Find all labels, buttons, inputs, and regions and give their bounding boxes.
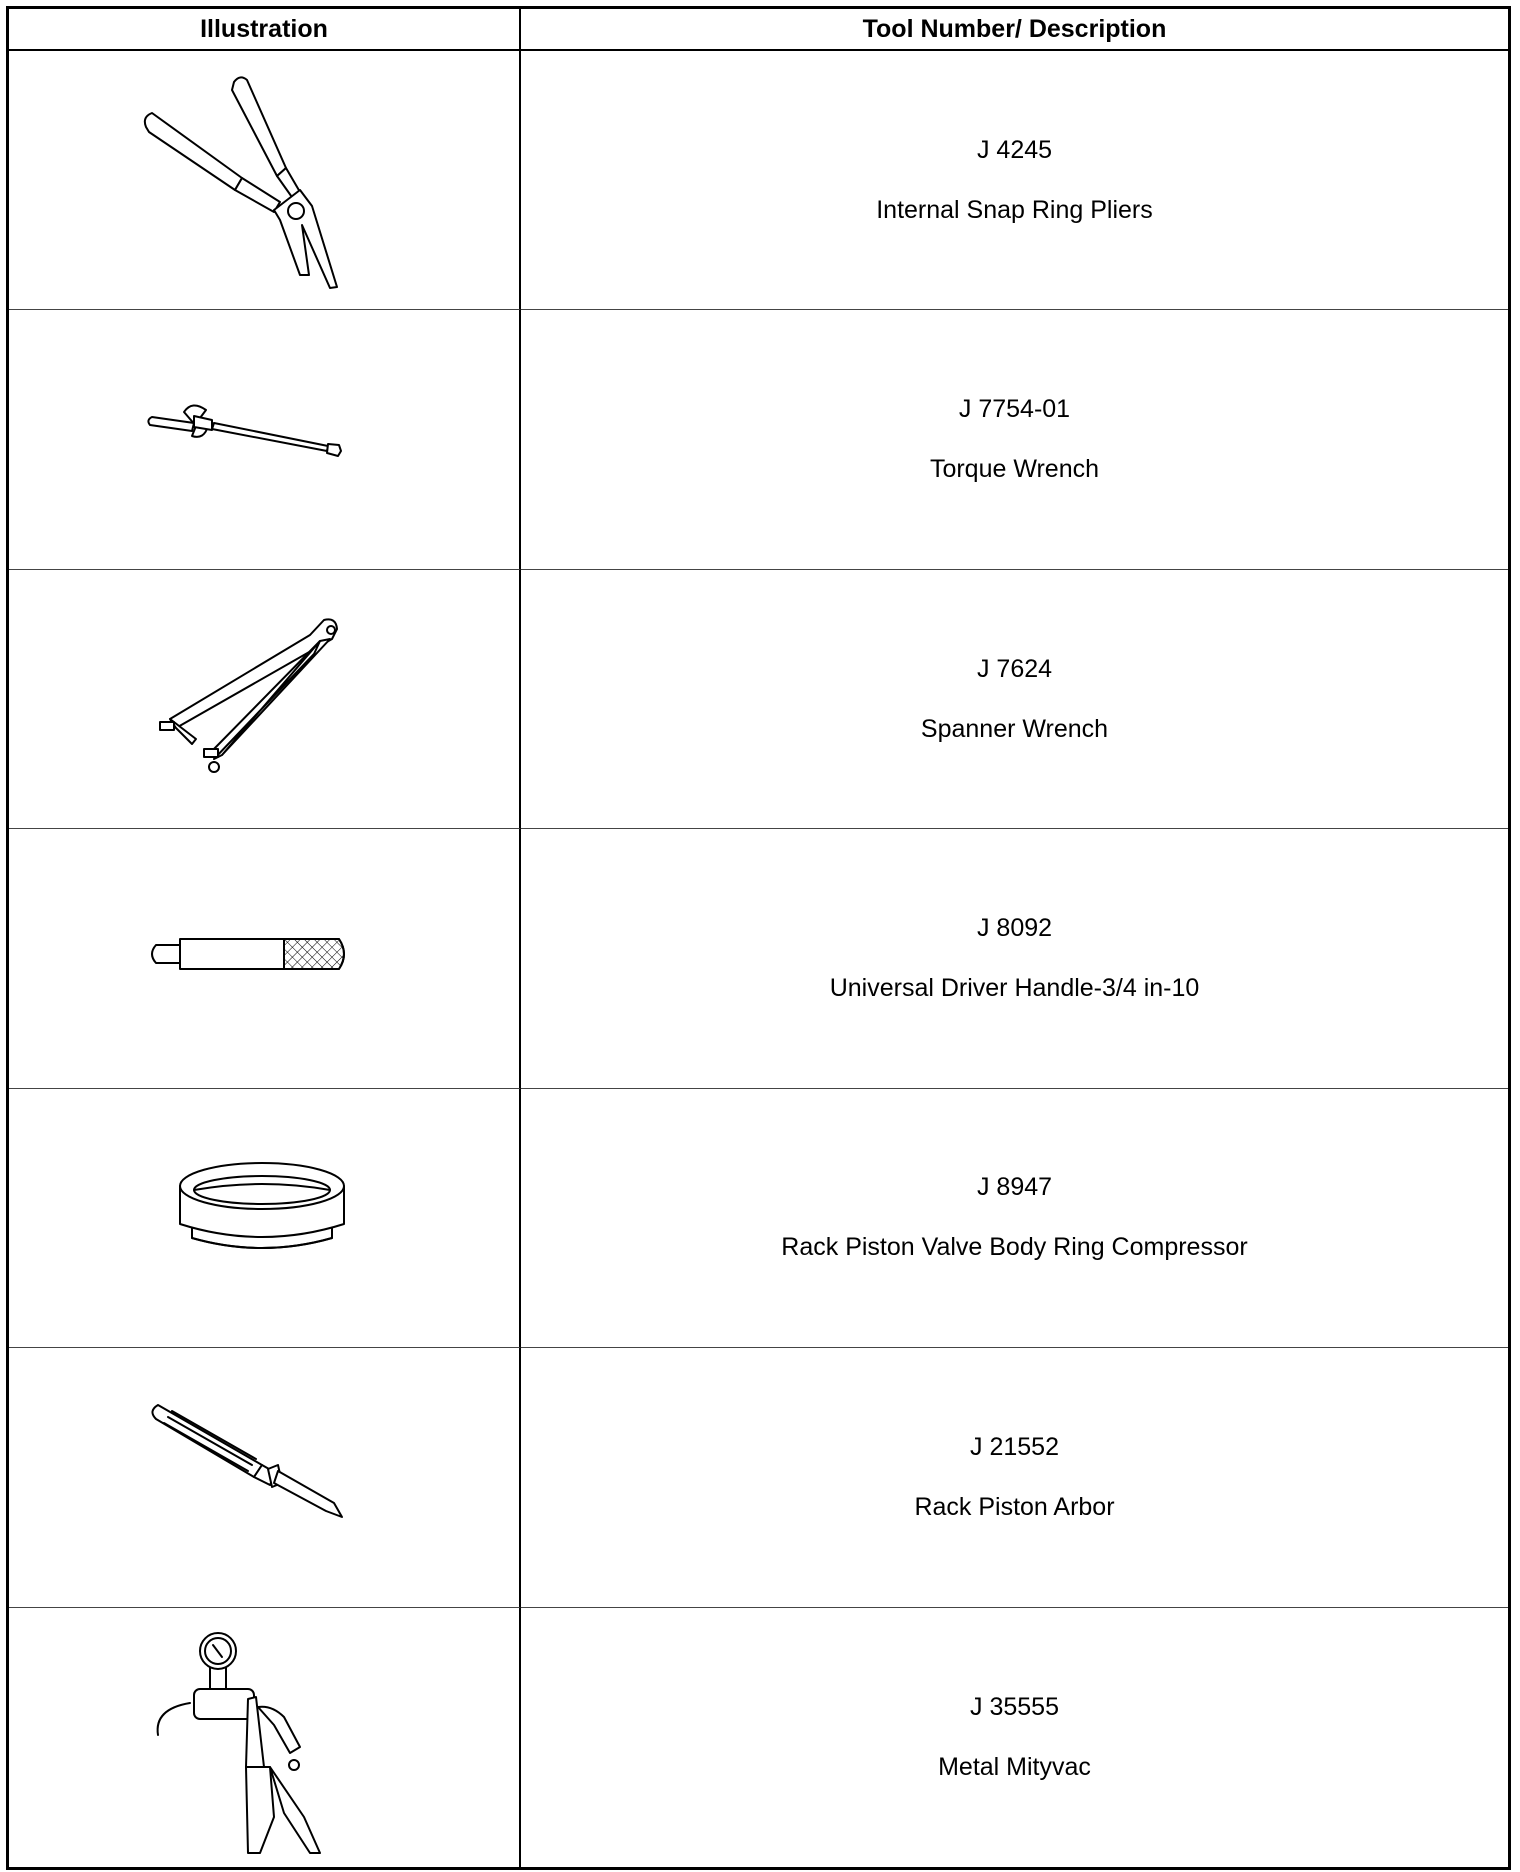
tool-name: Spanner Wrench	[920, 714, 1109, 743]
description-cell	[521, 570, 1508, 829]
illustration-cell	[9, 310, 521, 569]
snap-ring-pliers-icon	[134, 60, 394, 300]
illustration-cell	[9, 51, 521, 310]
tool-name: Universal Driver Handle-3/4 in-10	[829, 973, 1200, 1002]
header-tool-description: Tool Number/ Description	[521, 9, 1508, 51]
illustration-cell	[9, 1348, 521, 1607]
illustration-cell	[9, 570, 521, 829]
tool-number: J 4245	[976, 135, 1053, 164]
tool-number: J 7754-01	[958, 395, 1071, 424]
mityvac-icon	[134, 1617, 394, 1857]
illustration-cell	[9, 829, 521, 1088]
spanner-wrench-icon	[134, 579, 394, 819]
driver-handle-icon	[134, 838, 394, 1078]
tool-number: J 35555	[970, 1692, 1059, 1721]
description-cell	[521, 1608, 1508, 1867]
description-cell	[521, 1348, 1508, 1607]
tool-number: J 7624	[976, 654, 1053, 683]
description-cell	[521, 310, 1508, 569]
torque-wrench-icon	[134, 320, 394, 560]
description-cell	[521, 51, 1508, 310]
illustration-cell	[9, 1608, 521, 1867]
tool-number: J 8947	[976, 1173, 1053, 1202]
illustration-cell	[9, 1089, 521, 1348]
tool-name: Torque Wrench	[929, 455, 1100, 484]
tool-name: Metal Mityvac	[938, 1752, 1091, 1781]
tool-number: J 8092	[976, 913, 1053, 942]
description-cell	[521, 1089, 1508, 1348]
ring-compressor-icon	[134, 1098, 394, 1338]
header-illustration: Illustration	[9, 9, 521, 51]
description-cell	[521, 829, 1508, 1088]
tool-number: J 21552	[970, 1432, 1059, 1461]
tool-name: Rack Piston Valve Body Ring Compressor	[781, 1233, 1248, 1262]
tool-name: Internal Snap Ring Pliers	[876, 195, 1153, 224]
piston-arbor-icon	[134, 1357, 394, 1597]
tool-name: Rack Piston Arbor	[914, 1492, 1115, 1521]
special-tools-table	[6, 6, 1511, 1870]
